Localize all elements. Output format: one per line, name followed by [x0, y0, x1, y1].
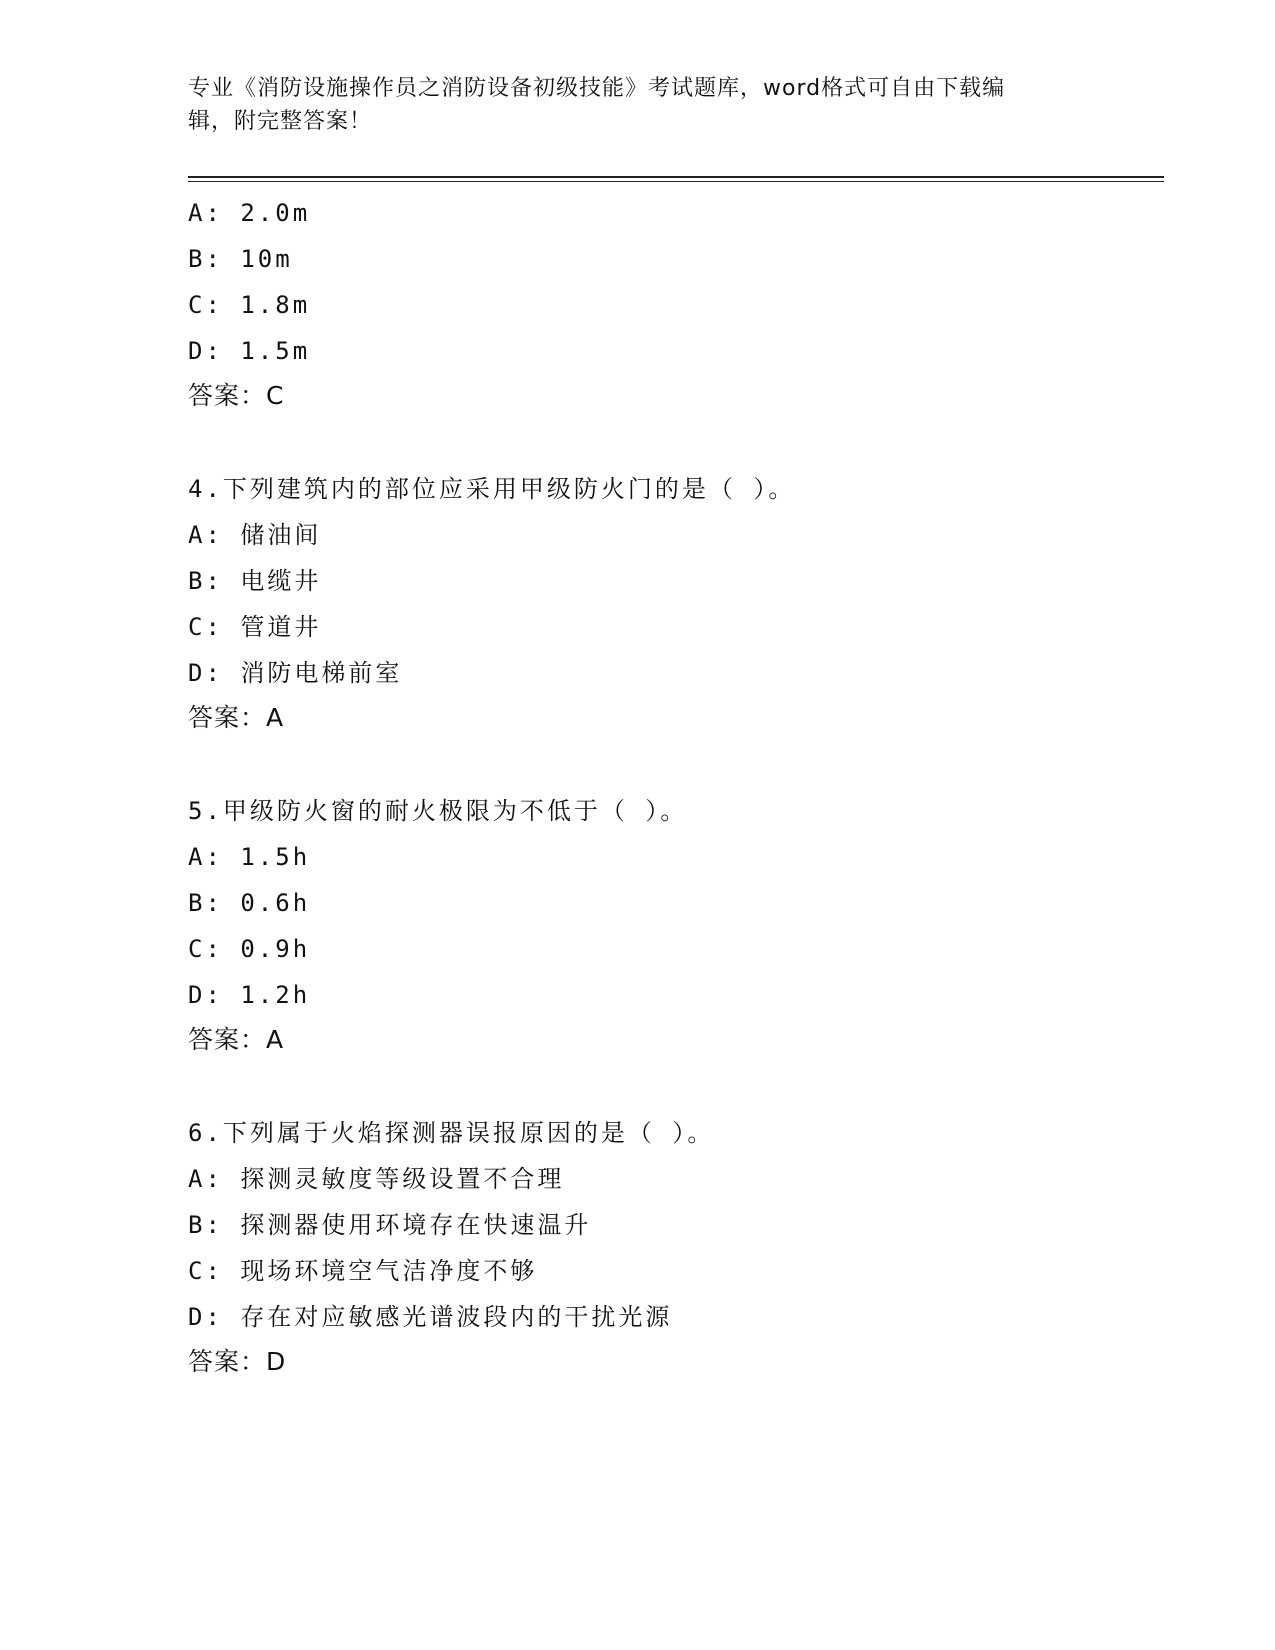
option-a: A: 2.0m: [188, 199, 311, 227]
option-c: C: 现场环境空气洁净度不够: [188, 1257, 538, 1285]
question-6: [188, 1110, 1148, 1384]
header-divider-thin: [188, 181, 1164, 182]
option-c: C: 0.9h: [188, 935, 311, 963]
answer-line: 答案：A: [188, 703, 285, 732]
question-title: 4.下列建筑内的部位应采用甲级防火门的是（ ）。: [188, 475, 796, 503]
question-title: 5.甲级防火窗的耐火极限为不低于（ ）。: [188, 797, 688, 825]
header-divider-thick: [188, 176, 1164, 178]
question-3-partial: [188, 190, 1148, 418]
question-list: [188, 190, 1148, 1384]
option-d: D: 1.2h: [188, 981, 311, 1009]
option-d: D: 存在对应敏感光谱波段内的干扰光源: [188, 1303, 673, 1331]
question-5: [188, 788, 1148, 1062]
question-4: [188, 466, 1148, 740]
option-a: A: 探测灵敏度等级设置不合理: [188, 1165, 565, 1193]
option-b: B: 电缆井: [188, 567, 322, 595]
option-b: B: 0.6h: [188, 889, 311, 917]
option-c: C: 管道井: [188, 613, 322, 641]
option-b: B: 探测器使用环境存在快速温升: [188, 1211, 592, 1239]
question-title: 6.下列属于火焰探测器误报原因的是（ ）。: [188, 1119, 715, 1147]
answer-line: 答案：C: [188, 381, 285, 410]
answer-line: 答案：D: [188, 1347, 287, 1376]
option-a: A: 储油间: [188, 521, 322, 549]
option-a: A: 1.5h: [188, 843, 311, 871]
option-b: B: 10m: [188, 245, 293, 273]
intro-line-2: 辑，附完整答案！: [188, 109, 373, 134]
answer-line: 答案：A: [188, 1025, 285, 1054]
document-intro: [188, 72, 1068, 138]
intro-line-1: 专业《消防设施操作员之消防设备初级技能》考试题库，word格式可自由下载编: [188, 76, 1006, 101]
option-c: C: 1.8m: [188, 291, 311, 319]
option-d: D: 1.5m: [188, 337, 311, 365]
option-d: D: 消防电梯前室: [188, 659, 403, 687]
